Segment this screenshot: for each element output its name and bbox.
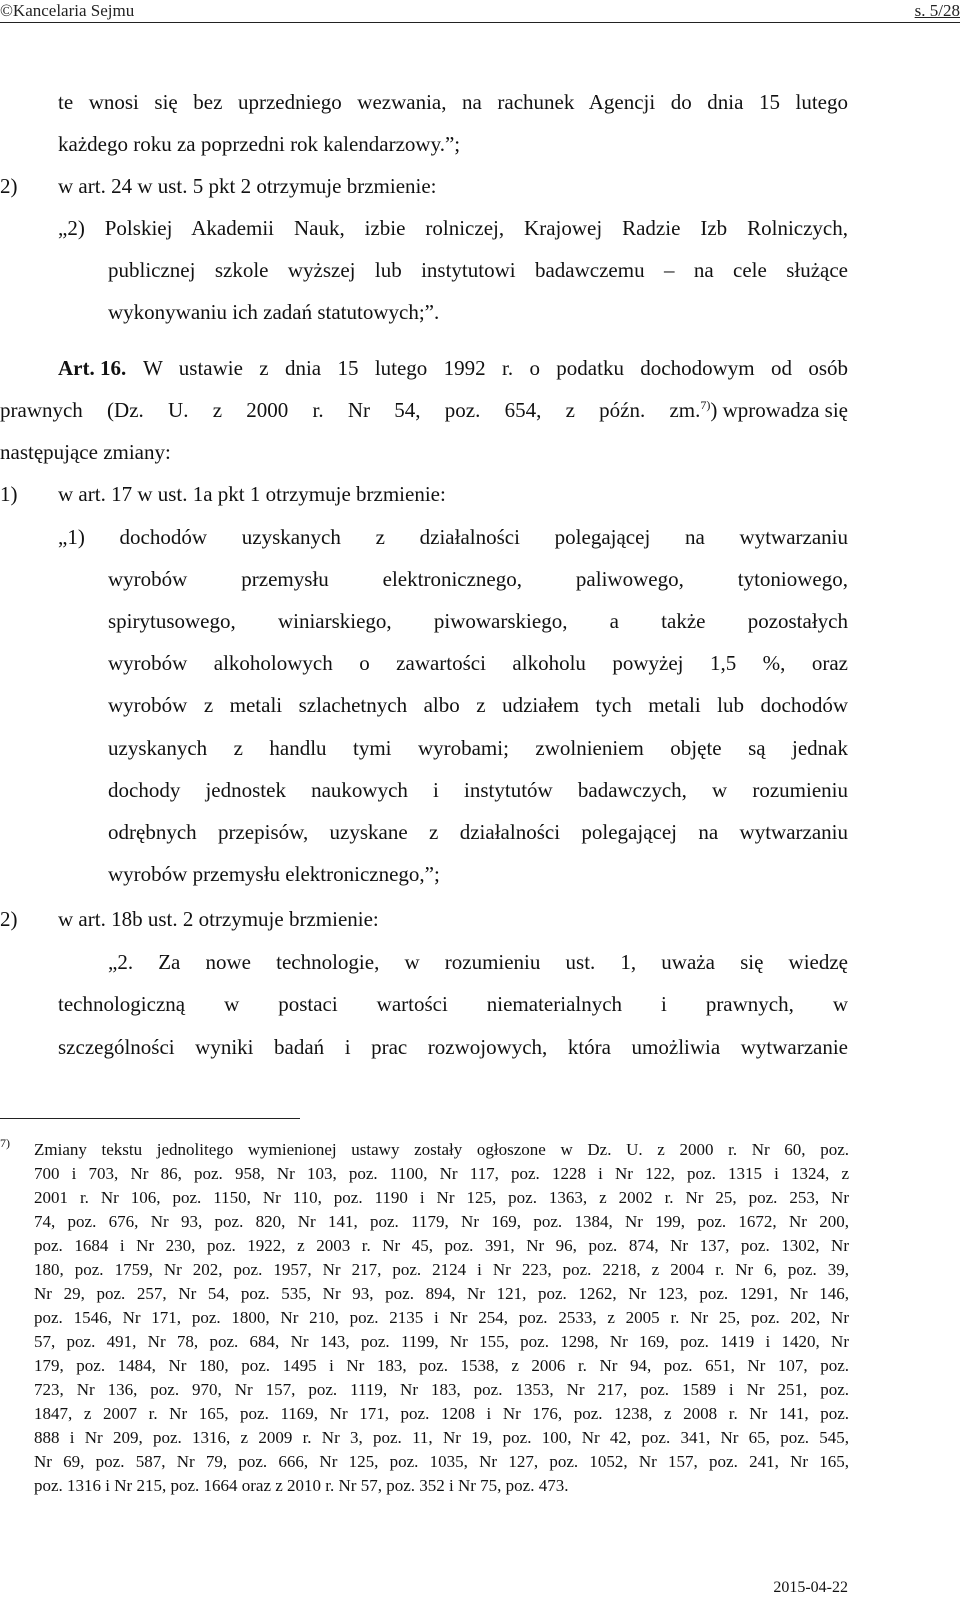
footnote-line: poz. 1684 i Nr 230, poz. 1922, z 2003 r. Nr 45, poz. 391, Nr 96, poz. 874, Nr 137, poz. 1302, Nr xyxy=(34,1236,849,1255)
body-line-10: w art. 17 w ust. 1a pkt 1 otrzymuje brzmienie: xyxy=(58,482,446,506)
footnote-line: 57, poz. 491, Nr 78, poz. 684, Nr 143, poz. 1199, Nr 155, poz. 1298, Nr 169, poz. 1419 i 1420, Nr xyxy=(34,1332,849,1351)
body-line-17: dochody jednostek naukowych i instytutów badawczych, w rozumieniu xyxy=(108,778,848,802)
footnote-line: 180, poz. 1759, Nr 202, poz. 1957, Nr 217, poz. 2124 i Nr 223, poz. 2218, z 2004 r. Nr 6, poz. 39, xyxy=(34,1260,849,1279)
body-line-3: w art. 24 w ust. 5 pkt 2 otrzymuje brzmienie: xyxy=(58,174,437,198)
body-line-4: „2) Polskiej Akademii Nauk, izbie rolniczej, Krajowej Radzie Izb Rolniczych, xyxy=(58,216,848,240)
body-line-13: spirytusowego, winiarskiego, piwowarskiego, a także pozostałych xyxy=(108,609,848,633)
body-line-23: szczególności wyniki badań i prac rozwojowych, która umożliwia wytwarzanie xyxy=(58,1035,848,1059)
body-line-6: wykonywaniu ich zadań statutowych;”. xyxy=(108,300,440,324)
page-number-text: s. 5/28 xyxy=(914,1,960,20)
body-line-8 xyxy=(0,397,848,423)
article-label: Art. 16. xyxy=(58,356,127,380)
body-line-14: wyrobów alkoholowych o zawartości alkoholu powyżej 1,5 %, oraz xyxy=(108,651,848,675)
body-line-12: wyrobów przemysłu elektronicznego, paliwowego, tytoniowego, xyxy=(108,567,848,591)
body-line-15: wyrobów z metali szlachetnych albo z udziałem tych metali lub dochodów xyxy=(108,693,848,717)
footnote-line: 1847, z 2007 r. Nr 165, poz. 1169, Nr 171, poz. 1208 i Nr 176, poz. 1238, z 2008 r. Nr 141, poz. xyxy=(34,1404,849,1423)
point-number-2b: 2) xyxy=(0,907,18,931)
footnote-line: 700 i 703, Nr 86, poz. 958, Nr 103, poz. 1100, Nr 117, poz. 1228 i Nr 122, poz. 1315 i 1324, z xyxy=(34,1164,849,1183)
header-rule xyxy=(0,22,960,23)
body-line-19: wyrobów przemysłu elektronicznego,”; xyxy=(108,862,440,886)
footnote-line: 2001 r. Nr 106, poz. 1150, Nr 110, poz. 1190 i Nr 125, poz. 1363, z 2002 r. Nr 25, poz. 253, Nr xyxy=(34,1188,849,1207)
footnote-line: 74, poz. 676, Nr 93, poz. 820, Nr 141, poz. 1179, Nr 169, poz. 1384, Nr 199, poz. 1672, Nr 200, xyxy=(34,1212,849,1231)
footnote-line: 179, poz. 1484, Nr 180, poz. 1495 i Nr 183, poz. 1538, z 2006 r. Nr 94, poz. 651, Nr 107, poz. xyxy=(34,1356,849,1375)
body-line-8-end: ) wprowadza się xyxy=(710,398,848,422)
footnote-line: 888 i Nr 209, poz. 1316, z 2009 r. Nr 3, poz. 11, Nr 19, poz. 100, Nr 42, poz. 341, Nr 65, poz. 545, xyxy=(34,1428,849,1447)
body-line-22: technologiczną w postaci wartości niematerialnych i prawnych, w xyxy=(58,992,848,1016)
point-number-2: 2) xyxy=(0,174,18,198)
footnote-line: poz. 1316 i Nr 215, poz. 1664 oraz z 2010 r. Nr 57, poz. 352 i Nr 75, poz. 473. xyxy=(34,1476,569,1495)
footnote-line: Nr 69, poz. 587, Nr 79, poz. 666, Nr 125, poz. 1035, Nr 127, poz. 1052, Nr 157, poz. 241, Nr 165, xyxy=(34,1452,849,1471)
footnote-ref-mark: 7) xyxy=(700,398,711,412)
footnote-line: 723, Nr 136, poz. 970, Nr 157, poz. 1119, Nr 183, poz. 1353, Nr 217, poz. 1589 i Nr 251, poz. xyxy=(34,1380,849,1399)
body-line-8-text: prawnych (Dz. U. z 2000 r. Nr 54, poz. 654, z późn. zm. xyxy=(0,398,701,422)
footnote-separator xyxy=(0,1118,300,1119)
body-line-9: następujące zmiany: xyxy=(0,440,171,464)
body-line-20: w art. 18b ust. 2 otrzymuje brzmienie: xyxy=(58,907,379,931)
body-line-21: „2. Za nowe technologie, w rozumieniu ust. 1, uważa się wiedzę xyxy=(108,950,848,974)
footer-date: 2015-04-22 xyxy=(773,1579,848,1596)
body-line-11: „1) dochodów uzyskanych z działalności polegającej na wytwarzaniu xyxy=(58,525,848,549)
body-line-2: każdego roku za poprzedni rok kalendarzowy.”; xyxy=(58,132,461,156)
body-line-16: uzyskanych z handlu tymi wyrobami; zwolnieniem objęte są jednak xyxy=(108,736,848,760)
footnote-line: Zmiany tekstu jednolitego wymienionej ustawy zostały ogłoszone w Dz. U. z 2000 r. Nr 60, poz. xyxy=(34,1140,849,1159)
article-16-heading xyxy=(58,355,126,381)
header-page-number xyxy=(915,1,960,21)
footnote-marker: 7) xyxy=(0,1136,10,1150)
footnote-reference xyxy=(700,397,848,423)
header-copyright: ©Kancelaria Sejmu xyxy=(0,1,135,20)
body-line-18: odrębnych przepisów, uzyskane z działalności polegającej na wytwarzaniu xyxy=(108,820,848,844)
body-line-1: te wnosi się bez uprzedniego wezwania, na rachunek Agencji do dnia 15 lutego xyxy=(58,90,848,114)
body-line-5: publicznej szkole wyższej lub instytutowi badawczemu – na cele służące xyxy=(108,258,848,282)
body-line-7: W ustawie z dnia 15 lutego 1992 r. o podatku dochodowym od osób xyxy=(143,356,848,380)
footnote-line: poz. 1546, Nr 171, poz. 1800, Nr 210, poz. 2135 i Nr 254, poz. 2533, z 2005 r. Nr 25, poz. 202, Nr xyxy=(34,1308,849,1327)
footnote-line: Nr 29, poz. 257, Nr 54, poz. 535, Nr 93, poz. 894, Nr 121, poz. 1262, Nr 123, poz. 1291, Nr 146, xyxy=(34,1284,849,1303)
point-number-1: 1) xyxy=(0,482,18,506)
